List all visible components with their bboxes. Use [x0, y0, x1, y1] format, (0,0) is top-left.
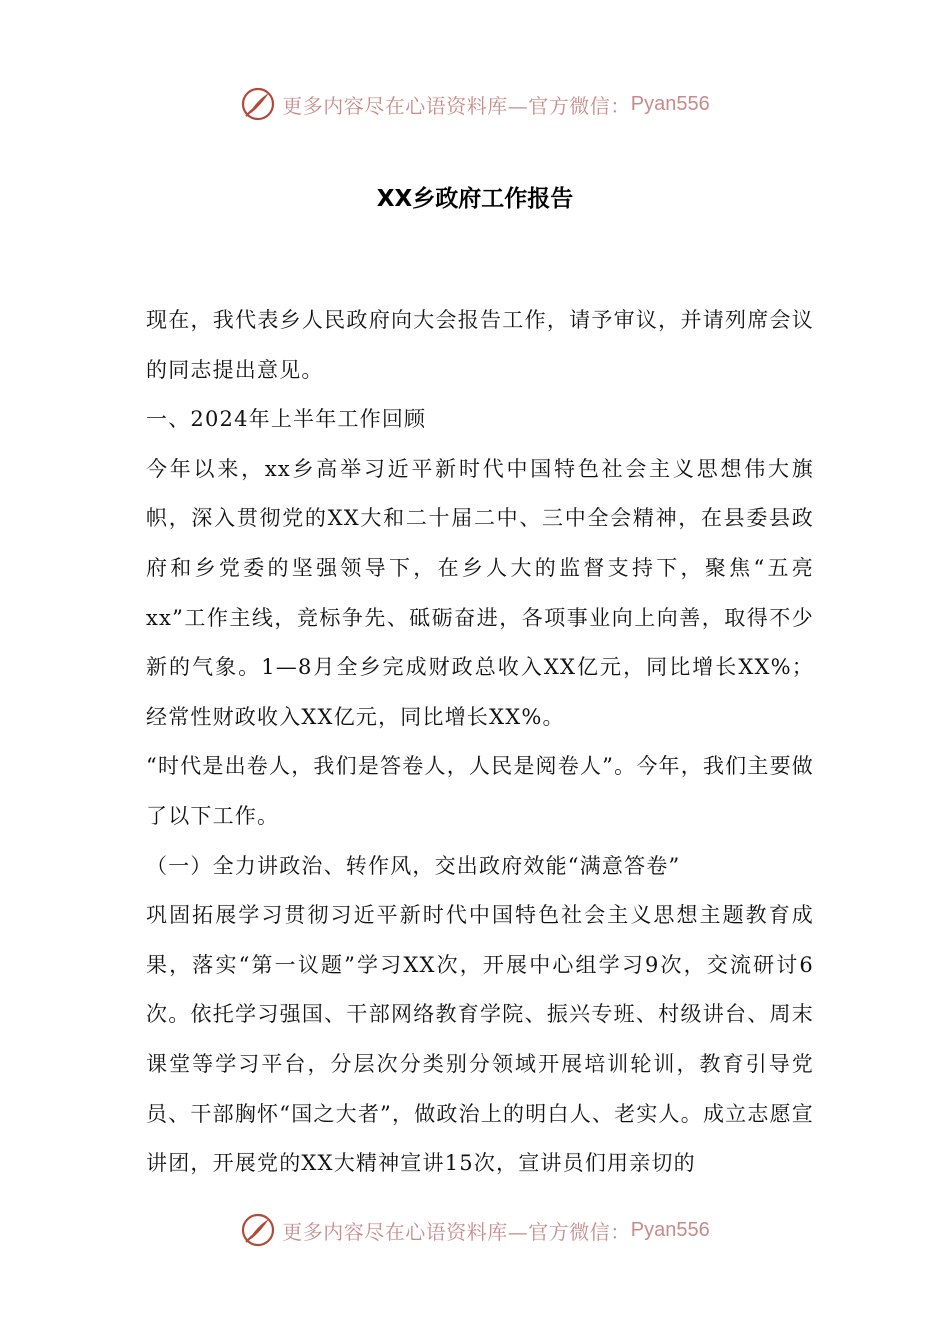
- quill-logo-icon: [240, 86, 276, 122]
- quill-logo-icon: [240, 1212, 276, 1248]
- paragraph-study: 巩固拓展学习贯彻习近平新时代中国特色社会主义思想主题教育成果，落实“第一议题”学习XX次，开展中心组学习9次，交流研讨6次。依托学习强国、干部网络教育学院、振兴专班、村级讲台、周末课堂等学习平台，分层次分类别分领域开展培训轮训，教育引导党员、干部胸怀“国之大者”，做政治上的明白人、老实人。成立志愿宣讲团，开展党的XX大精神宣讲15次，宣讲员们用亲切的: [146, 903, 814, 1176]
- watermark-wechat-id: Pyan556: [630, 92, 710, 115]
- watermark-header: [0, 84, 950, 124]
- document-body: [146, 296, 814, 1189]
- watermark-text: 更多内容尽在心语资料库—官方微信：: [282, 1219, 631, 1244]
- watermark-text: 更多内容尽在心语资料库—官方微信：: [282, 93, 631, 118]
- paragraph-quote: “时代是出卷人，我们是答卷人，人民是阅卷人”。今年，我们主要做了以下工作。: [146, 754, 814, 828]
- subsection-heading-1: （一）全力讲政治、转作风，交出政府效能“满意答卷”: [146, 853, 681, 878]
- paragraph-intro: 现在，我代表乡人民政府向大会报告工作，请予审议，并请列席会议的同志提出意见。: [146, 308, 814, 382]
- document-title: XX乡政府工作报告: [376, 186, 574, 212]
- paragraph-review: 今年以来，xx乡高举习近平新时代中国特色社会主义思想伟大旗帜，深入贯彻党的XX大和二十届二中、三中全会精神，在县委县政府和乡党委的坚强领导下，在乡人大的监督支持下，聚焦“五亮xx”工作主线，竞标争先、砥砺奋进，各项事业向上向善，取得不少新的气象。1—8月全乡完成财政总收入XX亿元，同比增长XX%；经常性财政收入XX亿元，同比增长XX%。: [146, 456, 814, 729]
- section-heading-1: 一、2024年上半年工作回顾: [146, 407, 427, 432]
- watermark-footer: [0, 1210, 950, 1250]
- watermark-wechat-id: Pyan556: [630, 1218, 710, 1241]
